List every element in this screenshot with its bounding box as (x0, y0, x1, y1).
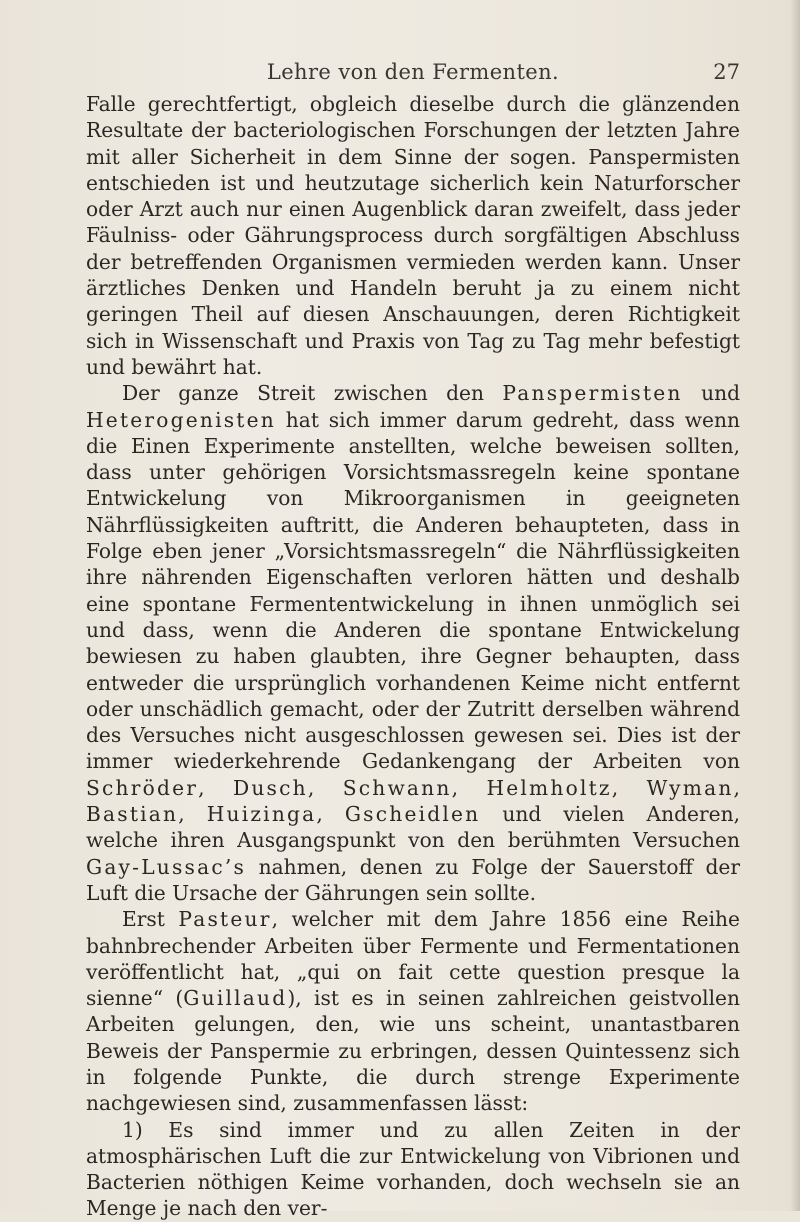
paragraph (86, 1117, 740, 1222)
text-segment: , (611, 775, 647, 800)
spaced-name: Gay-Lussac’s (86, 854, 247, 879)
page-edge-shadow (790, 0, 800, 1211)
spaced-name: Schröder (86, 775, 199, 800)
text-segment: ), ist es in seinen zahlreichen geistvollen Arbeiten gelungen, den, wie uns scheint, unantastbaren Beweis der Panspermie zu erbringen, dessen Quintessenz sich in folgende Punkte, die durch strenge Experimente nachgewiesen sind, zusammenfassen lässt: (86, 986, 740, 1116)
paragraph (86, 380, 740, 906)
text-segment: und vielen Anderen, welche ihren Ausgangspunkt von den berühmten Versuchen (86, 802, 741, 853)
running-title: Lehre von den Fermenten. (266, 60, 560, 84)
text-segment: , (451, 775, 487, 800)
spaced-name: Pasteur (178, 907, 272, 932)
text-segment: Der ganze Streit zwischen den (122, 381, 503, 406)
page-number: 27 (713, 60, 740, 84)
text-segment: , (198, 775, 233, 800)
paragraph (86, 906, 740, 1116)
spaced-name: Panspermisten (502, 381, 683, 406)
text-segment: Falle gerechtfertigt, obgleich dieselbe durch die glänzenden Resultate der bacteriologischen Forschungen der letzten Jahre mit aller Sicherheit in dem Sinne der sogen. Panspermisten entschieden ist und heutzutage sicherlich kein Naturforscher oder Arzt auch nur einen Augenblick daran zweifelt, dass jeder Fäulniss- oder Gährungsprocess durch sorgfältigen Abschluss der betreffenden Organismen vermieden werden kann. Unser ärztliches Denken und Handeln beruht ja zu einem nicht geringen Theil auf diesen Anschauungen, deren Richtigkeit sich in Wissenschaft und Praxis von Tag zu Tag mehr befestigt und bewährt hat. (86, 92, 740, 379)
text-segment: , (316, 802, 345, 827)
text-segment: hat sich immer darum gedreht, dass wenn die Einen Experimente anstellten, welche beweisen sollten, dass unter gehörigen Vorsichtsmassregeln keine spontane Entwickelung von Mikroorganismen in geeigneten Nährflüssigkeiten auftritt, die Anderen behaupteten, dass in Folge eben jener „Vorsichtsmassregeln“ die Nährflüssigkeiten ihre nährenden Eigenschaften verloren hätten und deshalb eine spontane Fermententwickelung in ihnen unmöglich sei und dass, wenn die Anderen die spontane Entwickelung bewiesen zu haben glaubten, ihre Gegner behaupten, dass entweder die ursprünglich vorhandenen Keime nicht entfernt oder unschädlich gemacht, oder der Zutritt derselben während des Versuches nicht ausgeschlossen gewesen sei. Dies ist der immer wiederkehrende Gedankengang der Arbeiten von (86, 407, 740, 774)
spaced-name: Gscheidlen (344, 802, 481, 827)
paragraph (86, 91, 740, 380)
spaced-name: Dusch (232, 775, 308, 800)
text-segment: , welcher mit dem Jahre 1856 eine Reihe bahnbrechender Arbeiten über Fermente und Fermentationen veröffentlicht hat, „qui on fait cette question presque la sienne“ ( (86, 907, 740, 1011)
text-segment: 1) Es sind immer und zu allen Zeiten in der atmosphärischen Luft die zur Entwickelung von Vibrionen und Bacterien nöthigen Keime vorhanden, doch wechseln sie an Menge je nach den ver- (86, 1117, 740, 1221)
text-segment: nahmen, denen zu Folge der Sauerstoff der Luft die Ursache der Gährungen sein sollte. (86, 854, 740, 905)
spaced-name: Huizinga (206, 802, 317, 827)
text-segment: , (307, 775, 343, 800)
text-segment: und (682, 381, 740, 406)
spaced-name: Heterogenisten (86, 407, 276, 432)
body-text (86, 91, 740, 1222)
spaced-name: Wyman (646, 775, 734, 800)
spaced-name: Helmholtz (486, 775, 612, 800)
text-segment: , (178, 802, 207, 827)
text-segment: , (733, 775, 740, 800)
spaced-name: Schwann (342, 775, 452, 800)
page-header (86, 60, 740, 88)
spaced-name: Guillaud (183, 986, 288, 1011)
spaced-name: Bastian (86, 802, 179, 827)
text-segment: Erst (122, 907, 179, 932)
